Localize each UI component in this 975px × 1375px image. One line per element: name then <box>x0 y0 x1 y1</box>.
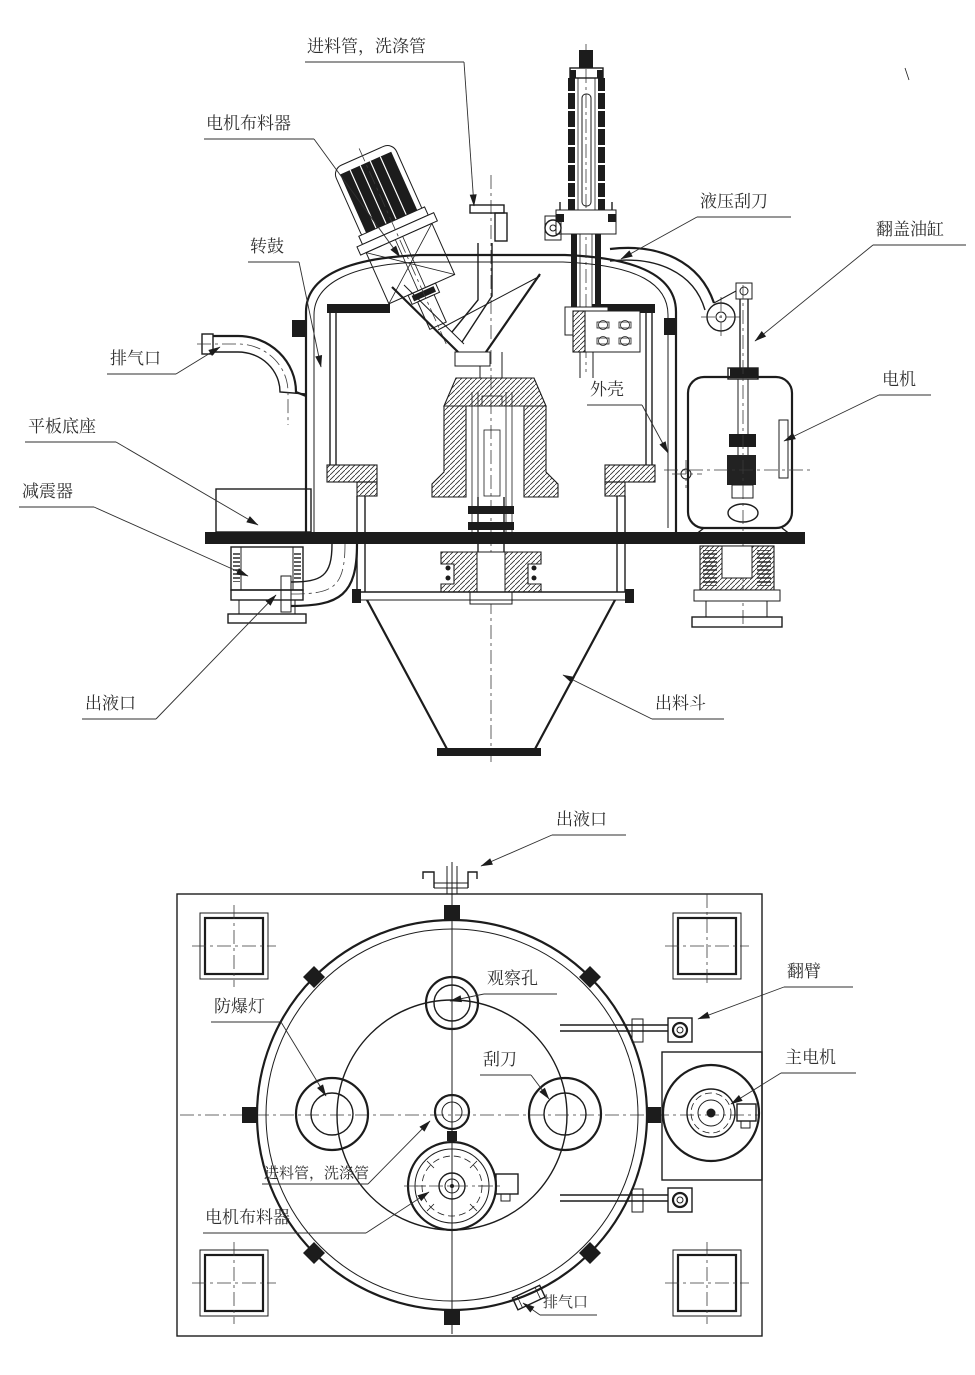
label-observation-hole: 观察孔 <box>487 969 538 989</box>
label-housing: 外壳 <box>590 380 624 400</box>
center-bearing-assembly <box>432 352 558 604</box>
liquid-outlet-fitting <box>423 866 477 894</box>
label-liquid-outlet-plan: 出液口 <box>556 810 607 830</box>
label-drum: 转鼓 <box>250 237 284 257</box>
label-motor: 电机 <box>882 370 916 390</box>
label-exhaust-port-plan: 排气口 <box>543 1293 589 1311</box>
main-motor-feature <box>662 1052 762 1180</box>
label-flip-arm: 翻臂 <box>787 962 821 982</box>
label-flip-cover-cylinder: 翻盖油缸 <box>876 220 944 240</box>
label-exhaust-port-side: 排气口 <box>110 349 161 369</box>
label-liquid-outlet-side: 出液口 <box>85 694 136 714</box>
left-pedestal <box>216 489 311 532</box>
motor-distributor-assembly <box>321 131 540 366</box>
feed-chute <box>392 274 540 366</box>
hydraulic-scraper-assembly <box>545 44 640 378</box>
motor-distributor-feature <box>404 1142 518 1230</box>
label-hydraulic-scraper: 液压刮刀 <box>700 192 768 212</box>
label-feed-wash-pipe-side: 进料管，洗涤管 <box>307 37 426 57</box>
liquid-outlet-elbow <box>281 544 357 612</box>
label-discharge-hopper: 出料斗 <box>655 694 706 714</box>
flat-base-plate <box>205 532 805 544</box>
exhaust-elbow <box>197 334 306 425</box>
feed-pipe-bracket <box>452 205 507 342</box>
label-flat-base: 平板底座 <box>28 417 96 437</box>
discharge-hopper-shape <box>352 589 634 756</box>
label-explosion-proof-lamp: 防爆灯 <box>214 997 265 1017</box>
label-shock-absorber: 减震器 <box>22 482 73 502</box>
label-main-motor: 主电机 <box>785 1048 836 1068</box>
explosion-proof-lamp-feature <box>296 1078 368 1150</box>
plan-view <box>177 862 762 1336</box>
label-motor-distributor-plan: 电机布料器 <box>205 1208 290 1228</box>
corner-pads <box>192 894 749 1324</box>
label-scraper: 刮刀 <box>483 1050 517 1070</box>
left-shock-absorber <box>228 547 306 623</box>
stray-tick <box>905 68 909 80</box>
side-motor-assembly <box>664 285 812 627</box>
label-feed-wash-pipe-plan: 进料管，洗涤管 <box>264 1164 370 1182</box>
label-motor-distributor-side: 电机布料器 <box>206 114 291 134</box>
side-section-view <box>197 44 909 762</box>
